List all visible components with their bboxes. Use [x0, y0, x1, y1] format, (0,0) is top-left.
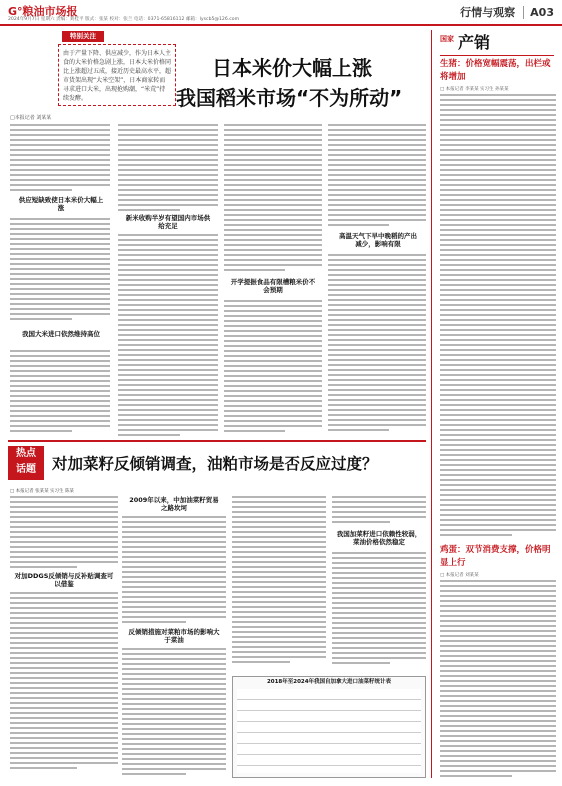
- right-column-header: [436, 30, 556, 56]
- lead-subhead-3: 我国大米进口依然维持高位: [22, 330, 100, 338]
- issue-info: 2024年9月7日 星期六 责编：刘桂平 版式：张某 校对：张兰 电话：0371-65816112 邮箱：lyscb5@126.com: [8, 17, 240, 22]
- lead-body-col1b: [10, 218, 110, 324]
- newspaper-logo: G°粮油市场报: [8, 5, 78, 18]
- section-info: [460, 4, 554, 20]
- bottom-body-col1a: [10, 496, 118, 570]
- bottom-byline: □ 本报记者 张某某 实习生 陈某: [10, 489, 74, 494]
- hot-topic-tag-1: 热点: [16, 448, 36, 459]
- right-column-divider: [431, 30, 432, 778]
- lead-body-col3a: [224, 124, 322, 274]
- bottom-section-rule: [8, 440, 426, 442]
- egg-byline: □ 本报记者 刘某某: [440, 573, 479, 578]
- lead-body-col2b: [118, 234, 218, 436]
- lead-tag: 特别关注: [62, 31, 104, 42]
- bottom-body-col3a: [232, 496, 326, 670]
- lead-body-col1a: [10, 124, 110, 194]
- lead-byline: □本报记者 刘某某: [10, 115, 52, 121]
- page-header: [0, 0, 562, 26]
- bottom-body-col4b: [332, 552, 426, 670]
- lead-body-col3b: [224, 300, 322, 436]
- pig-byline: □ 本报记者 李某某 实习生 孙某某: [440, 87, 509, 92]
- lead-subhead-4: 开学提振食品有限槽粮米价不会预期: [230, 278, 316, 294]
- right-header-prefix: 国家: [440, 35, 454, 43]
- section-name: 行情与观察: [460, 6, 516, 19]
- hot-topic-tag: [8, 446, 44, 480]
- right-header-title: 产销: [458, 33, 491, 52]
- pig-body: [440, 94, 556, 540]
- bottom-body-col1b: [10, 592, 118, 778]
- egg-body: [440, 580, 556, 780]
- lead-title-1: 日本米价大幅上涨: [212, 56, 372, 80]
- lead-title-2: 我国稻米市场“不为所动”: [176, 86, 403, 110]
- lead-intro-box: 由于产量下降、供应减少，作为日本人主食的大米价格急剧上涨，日本大米价格同比上涨超过五成，接近历史最高水平，超市货架出现“大米空架”，日本商家转而寻求进口大米，出现抢购潮，“米荒”持续发酵。: [58, 44, 176, 106]
- page-number: A03: [523, 6, 554, 19]
- import-table-title: 2018年至2024年我国自加拿大进口油菜籽统计表: [266, 679, 392, 685]
- import-table: [232, 676, 426, 778]
- bottom-body-col2a: [122, 516, 226, 628]
- bottom-subhead-3: 反倾销措施对菜粕市场的影响大于菜油: [128, 628, 220, 644]
- bottom-subhead-2: 对加DDGS反倾销与反补贴调查可以借鉴: [14, 572, 114, 588]
- import-table-grid: [237, 689, 421, 773]
- lead-body-col4a: [328, 124, 426, 228]
- lead-body-col4b: [328, 254, 426, 436]
- pig-title: 生猪：价格宽幅震荡，出栏或将增加: [440, 59, 551, 82]
- bottom-body-col4a: [332, 496, 426, 528]
- hot-topic-tag-2: 话题: [16, 464, 36, 475]
- lead-body-col2a: [118, 124, 218, 214]
- bottom-subhead-1: 2009年以来，中加油菜籽贸易之路坎坷: [129, 496, 219, 512]
- lead-subhead-1: 供应短缺致使日本米价大幅上涨: [18, 196, 104, 212]
- bottom-body-col2b: [122, 648, 226, 778]
- lead-body-col1c: [10, 350, 110, 436]
- bottom-title: 对加菜籽反倾销调查，油粕市场是否反应过度？: [52, 455, 378, 473]
- right-header-rule: [440, 55, 554, 56]
- egg-title: 鸡蛋：双节消费支撑，价格明显上行: [440, 545, 551, 568]
- lead-subhead-5: 高温天气下早中晚稻的产出减少，影响有限: [339, 232, 417, 248]
- lead-subhead-2: 新米收购半岁有望国内市场供给充足: [125, 214, 211, 230]
- bottom-subhead-4: 我国加菜籽进口依赖性较弱，菜油价格依然稳定: [336, 530, 422, 546]
